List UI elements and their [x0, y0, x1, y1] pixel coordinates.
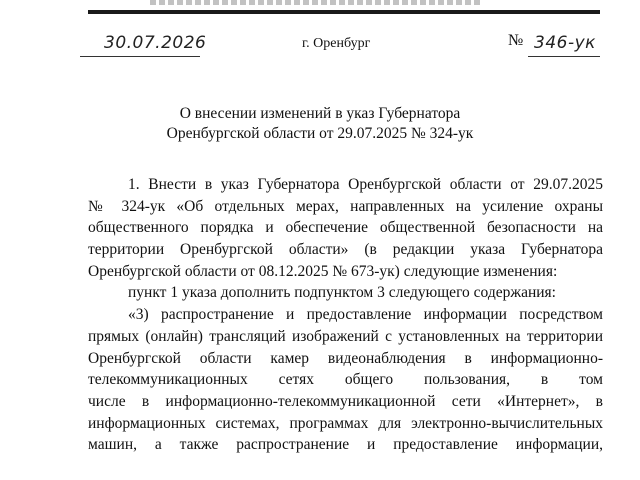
- body-line: телекоммуникационных сетях общего пользования, в том: [88, 371, 603, 389]
- body-line: машин, а также распространение и предоставление информации,: [88, 436, 603, 454]
- body-line: Оренбургской области камер видеонаблюдения в информационно-: [88, 349, 603, 367]
- document-date: 30.07.2026: [104, 33, 207, 53]
- number-field: [528, 32, 600, 57]
- body-line: пункт 1 указа дополнить подпунктом 3 следующего содержания:: [128, 284, 556, 302]
- header-emblem-remnant: [150, 0, 480, 5]
- document-body: [88, 174, 603, 456]
- document-number: 346-ук: [534, 33, 596, 53]
- title-line: О внесении изменений в указ Губернатора: [179, 105, 461, 122]
- city-label: г. Оренбург: [302, 36, 371, 51]
- body-line: «3) распространение и предоставление информации посредством: [128, 306, 603, 324]
- body-line: территории Оренбургской области» (в редакции указа Губернатора: [88, 241, 603, 259]
- body-line: числе в информационно-телекоммуникационной сети «Интернет», в: [88, 392, 603, 410]
- number-label: №: [508, 32, 524, 49]
- body-line: № 324-ук «Об отдельных мерах, направленных на усиление охраны: [88, 197, 603, 215]
- body-line: информационных системах, программах для электронно-вычислительных: [88, 414, 603, 432]
- header-rule: [88, 10, 600, 14]
- body-line: общественного порядка и обеспечение общественной безопасности на: [88, 219, 603, 237]
- body-line: Оренбургской области от 08.12.2025 № 673-ук) следующие изменения:: [88, 262, 558, 280]
- body-line: прямых (онлайн) трансляций изображений с установленных на территории: [88, 327, 603, 345]
- title-line: Оренбургской области от 29.07.2025 № 324-ук: [166, 125, 474, 142]
- date-field: [80, 32, 207, 57]
- body-line: 1. Внести в указ Губернатора Оренбургской области от 29.07.2025: [128, 176, 603, 193]
- document-title: [0, 104, 640, 144]
